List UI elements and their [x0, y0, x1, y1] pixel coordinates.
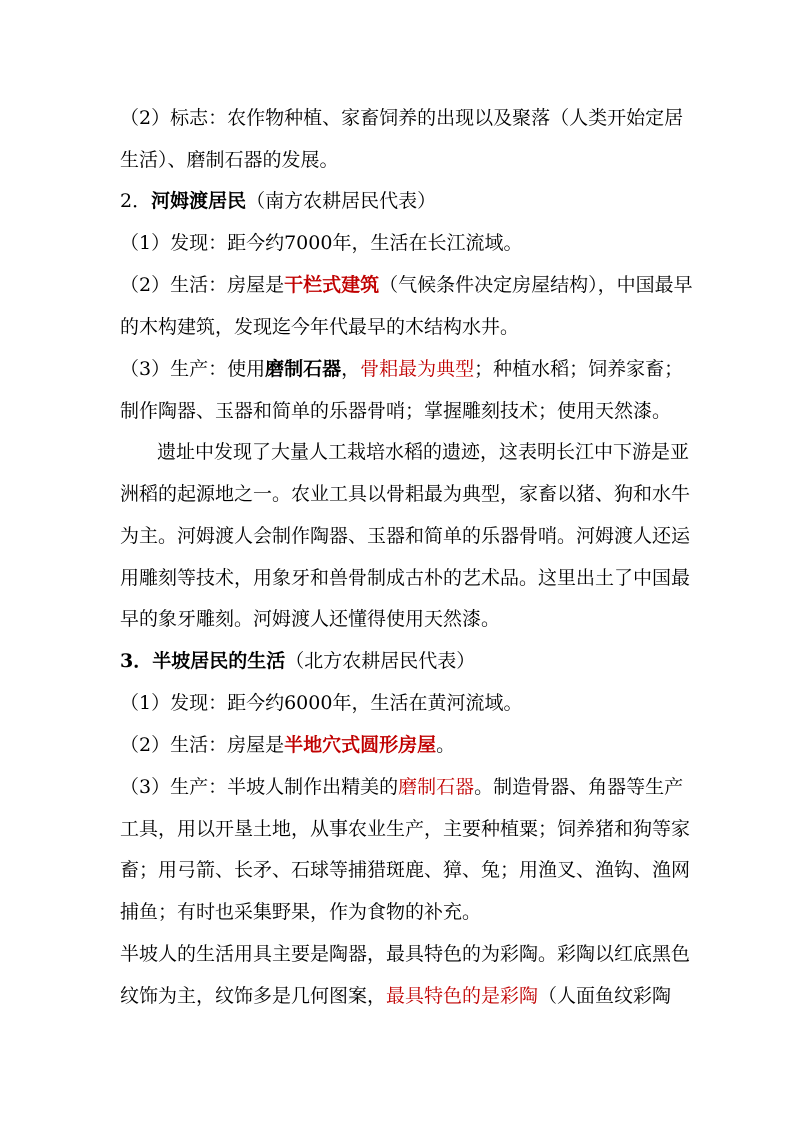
- text: （3）生产：使用: [120, 358, 266, 380]
- highlight-term: 磨制石器: [398, 776, 475, 798]
- text: 。: [436, 734, 456, 756]
- banpo-production-line-3: [120, 858, 690, 882]
- text: （2）生活：房屋是: [120, 734, 285, 756]
- text: 生活）、磨制石器的发展。: [120, 149, 339, 171]
- hemudu-paragraph-line-2: [120, 482, 690, 506]
- text: 的木构建筑，发现迄今年代最早的木结构水井。: [120, 316, 520, 338]
- text: 。制造骨器、角器等生产: [474, 776, 684, 798]
- text: （1）发现：距今约7000年，生活在长江流域。: [120, 232, 523, 254]
- banpo-production-line-4: [120, 900, 481, 924]
- highlight-term: 最具特色的是彩陶: [386, 985, 539, 1007]
- text: 遗址中发现了大量人工栽培水稻的遗迹，这表明长江中下游是亚: [157, 441, 690, 463]
- banpo-paragraph-line-2: [120, 984, 671, 1008]
- highlight-term: 半地穴式圆形房屋: [284, 734, 437, 756]
- text: （气候条件决定房屋结构），中国最早: [379, 274, 693, 296]
- text: 半坡人的生活用具主要是陶器，最具特色的为彩陶。彩陶以红底黑色: [120, 943, 691, 965]
- hemudu-paragraph-line-5: [120, 607, 500, 631]
- text: 早的象牙雕刻。河姆渡人还懂得使用天然漆。: [120, 608, 501, 630]
- para-marker-line-2: [120, 148, 339, 172]
- text: （2）生活：房屋是: [120, 274, 285, 296]
- section-heading-hemudu: [120, 189, 436, 213]
- text: （3）生产：半坡人制作出精美的: [120, 776, 399, 798]
- bold-term: 磨制石器: [265, 358, 342, 380]
- hemudu-discovery: [120, 231, 522, 255]
- section-number: 3．: [120, 650, 153, 672]
- text: 捕鱼；有时也采集野果，作为食物的补充。: [120, 901, 482, 923]
- highlight-term: 干栏式建筑: [284, 274, 380, 296]
- text: 制作陶器、玉器和简单的乐器骨哨；掌握雕刻技术；使用天然漆。: [120, 400, 672, 422]
- text: （2）标志：农作物种植、家畜饲养的出现以及聚落（人类开始定居: [120, 107, 684, 129]
- section-subtitle: （北方农耕居民代表）: [285, 650, 476, 672]
- text: ；种植水稻；饲养家畜；: [474, 358, 684, 380]
- hemudu-paragraph-line-3: [120, 524, 690, 548]
- highlight-term: 骨耜最为典型: [360, 358, 475, 380]
- text: 纹饰为主，纹饰多是几何图案，: [120, 985, 387, 1007]
- text: 用雕刻等技术，用象牙和兽骨制成古朴的艺术品。这里出土了中国最: [120, 567, 691, 589]
- banpo-paragraph-line-1: [120, 942, 690, 966]
- hemudu-paragraph-line-1: [157, 440, 689, 464]
- text: ，: [341, 358, 361, 380]
- section-title: 半坡居民的生活: [152, 650, 286, 672]
- hemudu-production-line-1: [120, 357, 683, 381]
- section-subtitle: （南方农耕居民代表）: [246, 190, 437, 212]
- text: （人面鱼纹彩陶: [538, 985, 672, 1007]
- section-heading-banpo: [120, 649, 475, 673]
- banpo-production-line-1: [120, 775, 683, 799]
- text: 工具，用以开垦土地，从事农业生产，主要种植粟；饲养猪和狗等家: [120, 818, 691, 840]
- hemudu-paragraph-line-4: [120, 566, 690, 590]
- section-number: 2．: [120, 190, 152, 212]
- text: 洲稻的起源地之一。农业工具以骨耜最为典型，家畜以猪、狗和水牛: [120, 483, 691, 505]
- hemudu-production-line-2: [120, 399, 671, 423]
- section-title: 河姆渡居民: [151, 190, 247, 212]
- banpo-discovery: [120, 691, 522, 715]
- text: 为主。河姆渡人会制作陶器、玉器和简单的乐器骨哨。河姆渡人还运: [120, 525, 691, 547]
- hemudu-life-line-1: [120, 273, 693, 297]
- para-marker-line-1: [120, 106, 683, 130]
- text: 畜；用弓箭、长矛、石球等捕猎斑鹿、獐、兔；用渔叉、渔钩、渔网: [120, 859, 691, 881]
- banpo-production-line-2: [120, 817, 690, 841]
- banpo-life: [120, 733, 455, 757]
- text: （1）发现：距今约6000年，生活在黄河流域。: [120, 692, 523, 714]
- hemudu-life-line-2: [120, 315, 519, 339]
